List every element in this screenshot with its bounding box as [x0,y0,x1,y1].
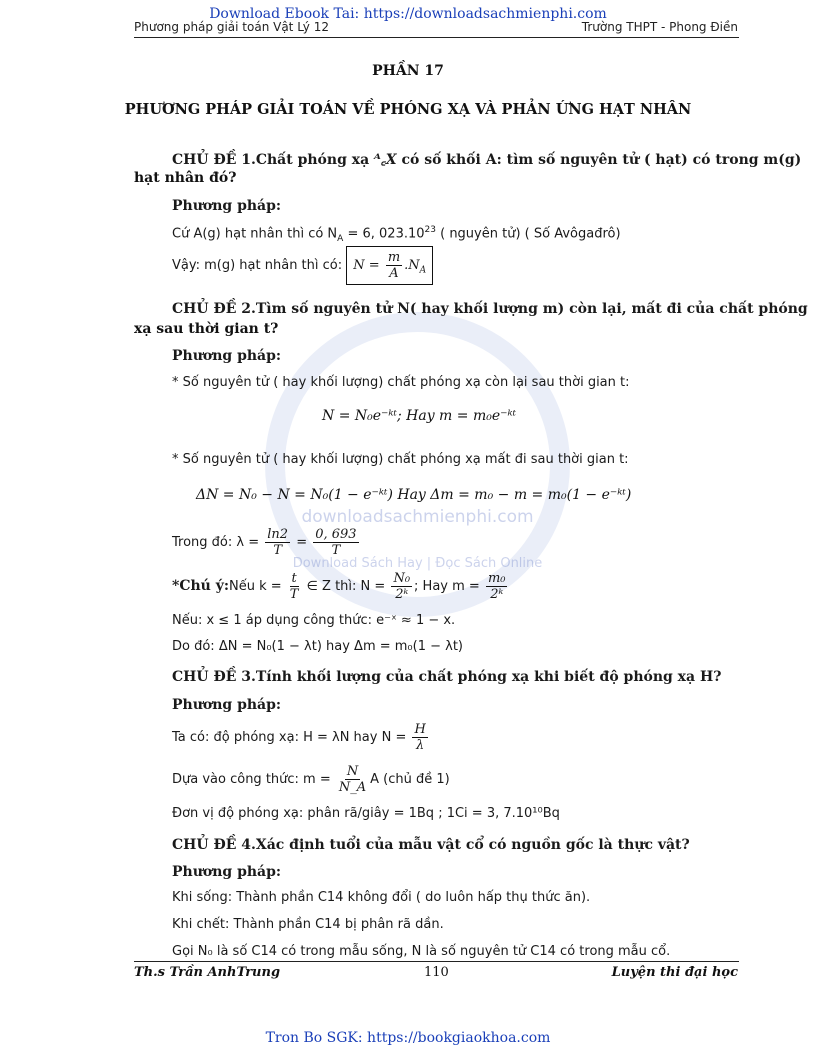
topic2-note: *Chú ý:Nếu k = $\frac{t}{T}$ ∈ Z thì: N = $\frac{\text{N₀}}{\text{2ᵏ}}$ ; Hay m = $\frac{\text{m₀}}{\text{2ᵏ}}$ [172,571,506,602]
topic1-title-line2: hạt nhân đó? [134,170,237,186]
topic3-mass: Dựa vào công thức: m = $\frac{N}{N\_A}$ A (chủ đề 1) [172,764,450,795]
topic2-lost-formula: ΔN = N₀ − N = N₀(1 − e⁻ᵏᵗ) Hay Δm = m₀ − m = m₀(1 − e⁻ᵏᵗ) [196,487,632,503]
topic1-line1: Cứ A(g) hạt nhân thì có $N_A = 6$, 023.10$^{23}$ ( nguyên tử) ( Số Avôgađrô) [172,225,621,244]
topic4-dead: Khi chết: Thành phần C14 bị phân rã dần. [172,917,444,932]
topic4-call: Gọi N₀ là số C14 có trong mẫu sống, N là số nguyên tử C14 có trong mẫu cổ. [172,944,671,959]
topic2-remain-formula: N = N₀e⁻ᵏᵗ; Hay m = m₀e⁻ᵏᵗ [322,408,517,424]
topic2-title: CHỦ ĐỀ 2.Tìm số nguyên tử N( hay khối lượng m) còn lại, mất đi của chất phóng [172,301,808,317]
footer-author: Th.s Trần AnhTrung [134,965,281,980]
topic3-title: CHỦ ĐỀ 3.Tính khối lượng của chất phóng xạ khi biết độ phóng xạ H? [172,669,722,685]
footer-rule [134,961,739,962]
header-rule [134,37,739,38]
topic3-activity: Ta có: độ phóng xạ: H = λN hay N = $\frac{H}{\lambda}$ [172,722,426,753]
topic2-hence: Do đó: ΔN = N₀(1 − λt) hay Δm = m₀(1 − λt) [172,639,464,654]
watermark-tagline: Download Sách Hay | Đọc Sách Online [292,556,543,571]
topic2-remain-text: * Số nguyên tử ( hay khối lượng) chất phóng xạ còn lại sau thời gian t: [172,375,630,390]
header-right: Trường THPT - Phong Điền [581,20,738,34]
topic1-boxed-formula: N = $\frac{m}{A}$ $.N_A$ [346,246,433,285]
topic4-title: CHỦ ĐỀ 4.Xác định tuổi của mẫu vật cổ có nguồn gốc là thực vật? [172,837,690,853]
watermark-site: downloadsachmienphi.com [301,507,534,527]
topic4-method: Phương pháp: [172,864,282,880]
topic1-method: Phương pháp: [172,198,282,214]
topic2-method: Phương pháp: [172,348,282,364]
bottom-sgk-link[interactable]: Tron Bo SGK: https://bookgiaokhoa.com [265,1030,551,1046]
topic2-title-line2: xạ sau thời gian t? [134,321,279,337]
top-download-link[interactable]: Download Ebook Tai: https://downloadsachmienphi.com [209,6,607,22]
part-title: PHẦN 17 [372,63,444,79]
topic2-approx: Nếu: x ≤ 1 áp dụng công thức: e⁻ˣ ≈ 1 − x. [172,613,456,628]
topic1-line2: Vậy: m(g) hạt nhân thì có: N = $\frac{m}{A}$ $.N_A$ [172,246,433,285]
header-left: Phương pháp giải toán Vật Lý 12 [134,20,329,34]
main-title: PHƯƠNG PHÁP GIẢI TOÁN VỀ PHÓNG XẠ VÀ PHẢN ỨNG HẠT NHÂN [124,101,692,118]
footer-right: Luyện thi đại học [611,965,738,980]
page-number: 110 [424,965,449,980]
topic1-title: CHỦ ĐỀ 1.Chất phóng xạ ᴬ꜀X có số khối A: tìm số nguyên tử ( hạt) có trong m(g) [172,152,802,168]
topic3-method: Phương pháp: [172,697,282,713]
topic3-unit: Đơn vị độ phóng xạ: phân rã/giây = 1Bq ; 1Ci = 3, 7.10¹⁰Bq [172,806,560,821]
topic2-where: Trong đó: λ = $\frac{\ln 2}{T}$ = $\frac{0, 693}{T}$ [172,527,357,558]
topic4-alive: Khi sống: Thành phần C14 không đổi ( do luôn hấp thụ thức ăn). [172,890,591,905]
topic2-lost-text: * Số nguyên tử ( hay khối lượng) chất phóng xạ mất đi sau thời gian t: [172,452,629,467]
